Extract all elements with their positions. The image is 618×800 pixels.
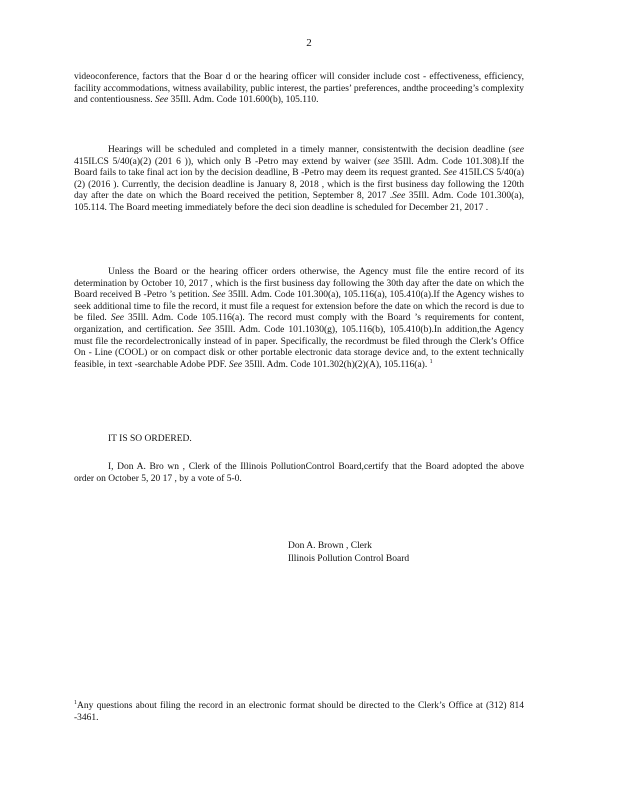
paragraph-hearing-factors	[74, 72, 524, 107]
signature-name: Don A. Brown , Clerk	[288, 541, 372, 551]
paragraph-text: 415ILCS 5/40(a)(2) (201 6 )), which only B -Petro may extend by waiver (	[74, 156, 378, 167]
paragraph-text: Hearings will be scheduled and completed in a timely manner, consistentwith the decision deadline (	[108, 145, 512, 155]
paragraph-text: videoconference, factors that the Boar d or the hearing officer will consider include cost - effectiveness, efficiency, facility accommodations, witness availability, public interest, the parties’ preferences, andthe proceeding’s complexity and contentiousness.	[74, 72, 524, 106]
footnote-mark: 1	[74, 699, 77, 706]
footnote-text: Any questions about filing the record in an electronic format should be directed to the Clerk’s Office at (312) 814 -3461.	[74, 701, 524, 723]
footnote-reference: 1	[429, 358, 433, 365]
see-signal: See	[443, 168, 457, 179]
paragraph-text: 35Ill. Adm. Code 101.300(a), 105.114. The Board meeting immediately before the deci sion deadline is scheduled for December 21, 2017 .	[74, 191, 525, 213]
paragraph-text: 35Ill. Adm. Code 101.300(a), 105.116(a), 105.410(a).If the Agency wishes to seek additional time to file the record, it must file a request for extension before the date on which the record is due to be filed.	[74, 290, 524, 324]
paragraph-text: 35Ill. Adm. Code 101.302(h)(2)(A), 105.116(a).	[242, 359, 428, 370]
see-signal: See	[228, 359, 243, 370]
signature-block	[288, 540, 409, 565]
citation: 35Ill. Adm. Code 101.600(b), 105.110.	[170, 95, 319, 106]
order-statement: IT IS SO ORDERED.	[108, 434, 192, 444]
paragraph-record-filing	[74, 267, 524, 371]
paragraph-decision-deadline	[74, 145, 524, 215]
paragraph-clerk-certification: I, Don A. Bro wn , Clerk of the Illinois PollutionControl Board,certify that the Board adopted the above order on October 5, 20 17 , by a vote of 5-0.	[74, 462, 524, 484]
signature-organization: Illinois Pollution Control Board	[288, 553, 410, 564]
see-signal: See	[197, 324, 211, 335]
see-signal: see	[511, 145, 524, 155]
see-signal: see	[377, 156, 390, 167]
page-number: 2	[306, 37, 312, 49]
paragraph-text: 35Ill. Adm. Code 101.308).If the Board fails to take final act ion by the decision deadline, B -Petro may deem its request granted.	[74, 156, 525, 179]
see-signal: See	[212, 290, 226, 301]
paragraph-text: 35Ill. Adm. Code 105.116(a). The record must comply with the Board ’s requirements for content, organization, and certification.	[74, 313, 524, 335]
paragraph-text: 35Ill. Adm. Code 101.1030(g), 105.116(b), 105.410(b).In addition,the Agency must file the recordelectronically instead of in paper. Specifically, the recordmust be filed through the Clerk’s Office On - Line (COOL) or on compact disk or other portable electronic data storage device and, to the extent technically feasible, in text -searchable Adobe PDF.	[74, 324, 525, 370]
see-signal: See	[155, 95, 169, 106]
see-signal: See	[392, 191, 406, 202]
paragraph-text: Unless the Board or the hearing officer orders otherwise, the Agency must file the entire record of its determination by October 10, 2017 , which is the first business day following the 30th day after the date on which the Board received B -Petro ’s petition.	[74, 267, 524, 301]
footnote	[74, 700, 524, 724]
see-signal: See	[110, 313, 124, 324]
paragraph-text: 415ILCS 5/40(a)(2) (2016 ). Currently, the decision deadline is January 8, 2018 , which is the first business day following the 120th day after the date on which the Board received the petition, September 8, 2017 .	[74, 168, 524, 202]
